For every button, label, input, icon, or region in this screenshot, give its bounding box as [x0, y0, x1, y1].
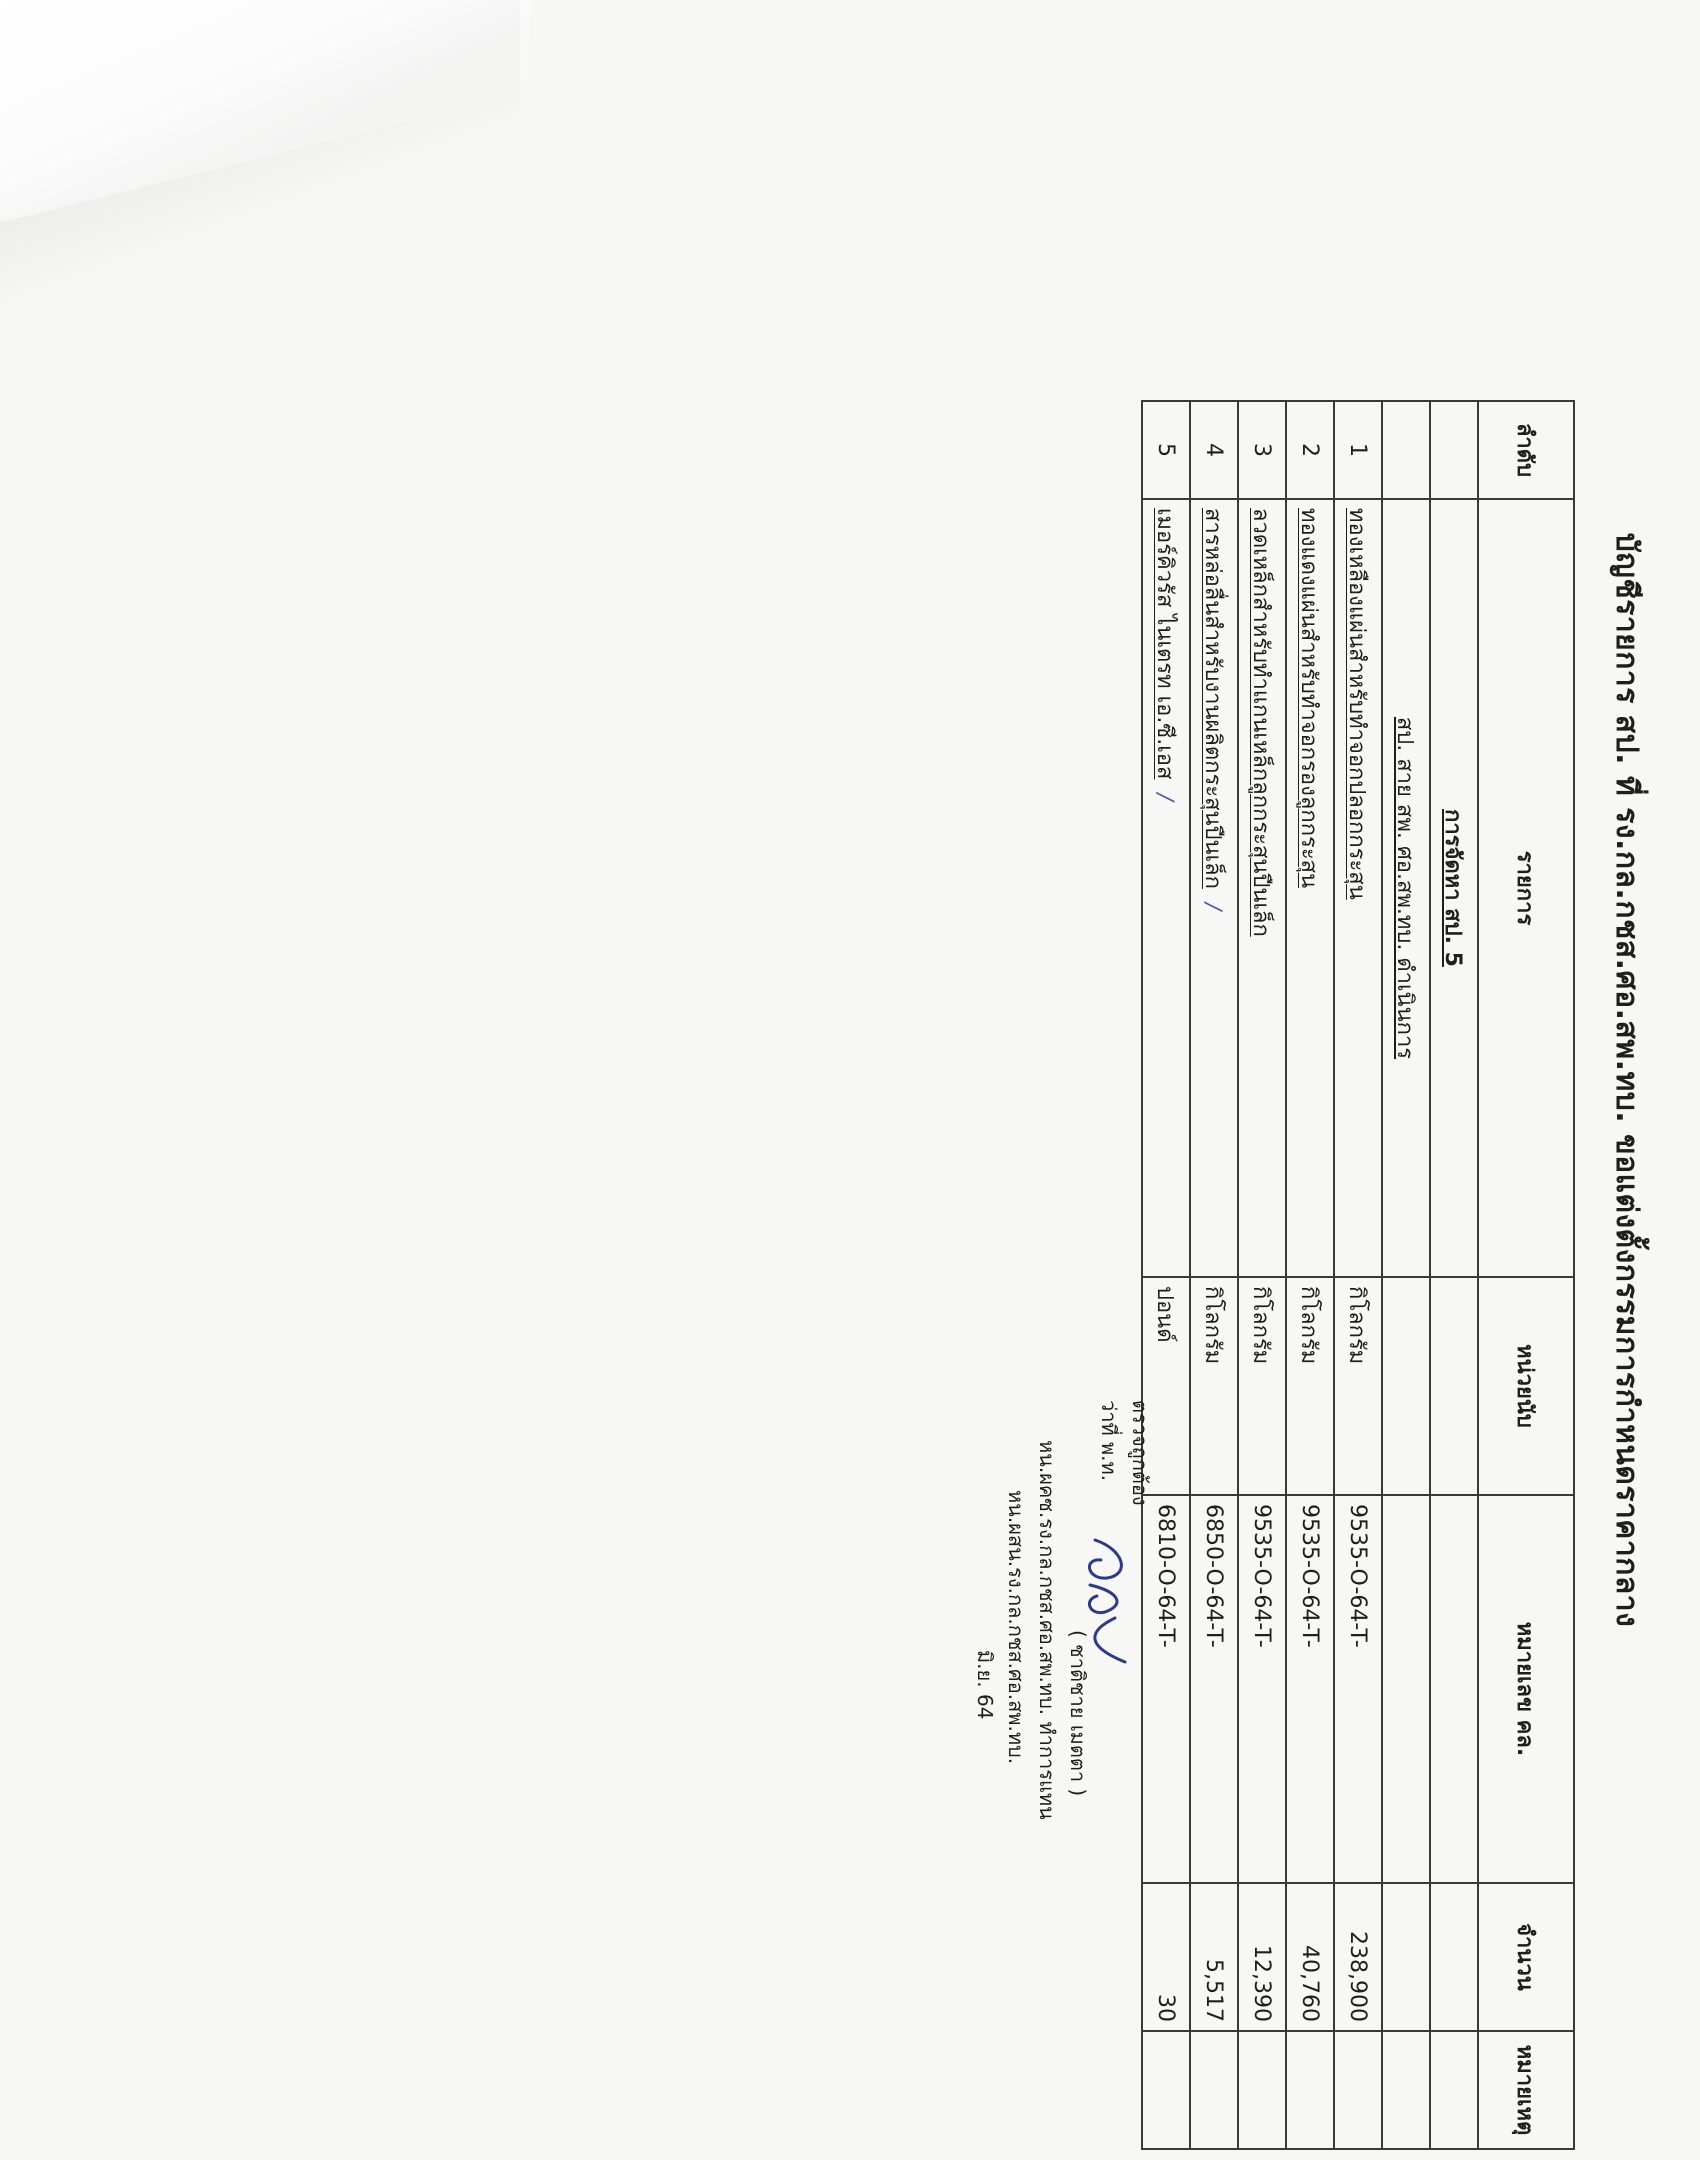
row-quantity: 40,760 — [1286, 1883, 1334, 2031]
row-remark — [1142, 2031, 1190, 2149]
signer-position-2: หน.ผสน.รง.กล.กชส.ศอ.สพ.ทบ. — [1004, 1490, 1028, 1765]
row-item: เมอร์คิวรัส ไนเตรท เอ.ซี.เอส — [1152, 508, 1178, 780]
row-number: 2 — [1286, 401, 1334, 499]
row-remark — [1190, 2031, 1238, 2149]
group-row — [1430, 401, 1478, 2149]
row-item: ทองเหลืองแผ่นสำหรับทำจอกปลอกกระสุน — [1344, 508, 1370, 900]
row-number: 1 — [1334, 401, 1382, 499]
row-quantity: 238,900 — [1334, 1883, 1382, 2031]
paper-shadow — [0, 0, 520, 320]
row-unit: กิโลกรัม — [1334, 1277, 1382, 1495]
row-remark — [1286, 2031, 1334, 2149]
signer-position-1: หน.ผคซ.รง.กล.กชส.ศอ.สพ.ทบ. ทำการแทน — [1035, 1440, 1059, 1820]
row-quantity: 12,390 — [1238, 1883, 1286, 2031]
row-nsn: 9535-O-64-T- — [1286, 1495, 1334, 1883]
row-remark — [1334, 2031, 1382, 2149]
row-item: ทองแดงแผ่นสำหรับทำจอกรองลูกกระสุน — [1296, 508, 1322, 889]
pen-tick-mark: / — [1200, 902, 1226, 911]
certify-label: ตรวจถูกต้อง — [1128, 1400, 1152, 1506]
signature-date: มิ.ย. 64 — [973, 1650, 997, 1720]
row-nsn: 9535-O-64-T- — [1334, 1495, 1382, 1883]
group-subtitle: สป. สาย สพ. ศอ.สพ.ทบ. ดำเนินการ — [1382, 499, 1430, 1277]
row-remark — [1238, 2031, 1286, 2149]
table-row — [1286, 401, 1334, 2149]
document-title: บัญชีรายการ สป. ที่ รง.กล.กชส.ศอ.สพ.ทบ. ขอแต่งตั้งกรรมการกำหนดราคากลาง — [1609, 532, 1644, 1628]
row-unit: ปอนด์ — [1142, 1277, 1190, 1495]
paper-fold — [0, 0, 530, 230]
header-remark: หมายเหตุ — [1478, 2031, 1574, 2149]
table-row — [1190, 401, 1238, 2149]
table-header-row — [1478, 401, 1574, 2149]
row-unit: กิโลกรัม — [1238, 1277, 1286, 1495]
table-row — [1238, 401, 1286, 2149]
row-unit: กิโลกรัม — [1286, 1277, 1334, 1495]
header-item: รายการ — [1478, 499, 1574, 1277]
row-item: สารหล่อลื่นสำหรับงานผลิตกระสุนปืนเล็ก — [1200, 508, 1226, 889]
certify-rank: ว่าที่ พ.ท. — [1097, 1400, 1121, 1482]
row-nsn: 9535-O-64-T- — [1238, 1495, 1286, 1883]
row-number: 3 — [1238, 401, 1286, 499]
row-item: ลวดเหล็กสำหรับทำแกนเหล็กลูกกระสุนปืนเล็ก — [1248, 508, 1274, 937]
row-quantity: 5,517 — [1190, 1883, 1238, 2031]
handwritten-signature — [1065, 1530, 1145, 1670]
header-unit: หน่วยนับ — [1478, 1277, 1574, 1495]
signer-name: ( ชาติชาย เมตตา ) — [1066, 1630, 1090, 1797]
items-table — [1141, 400, 1575, 2150]
header-quantity: จำนวน — [1478, 1883, 1574, 2031]
rotated-document-sheet — [600, 130, 1700, 2136]
header-number: ลำดับ — [1478, 401, 1574, 499]
row-number: 5 — [1142, 401, 1190, 499]
row-nsn: 6810-O-64-T- — [1142, 1495, 1190, 1883]
table-row — [1142, 401, 1190, 2149]
row-nsn: 6850-O-64-T- — [1190, 1495, 1238, 1883]
table-row — [1334, 401, 1382, 2149]
row-unit: กิโลกรัม — [1190, 1277, 1238, 1495]
row-quantity: 30 — [1142, 1883, 1190, 2031]
group-title: การจัดหา สป. 5 — [1430, 499, 1478, 1277]
header-nsn: หมายเลข คล. — [1478, 1495, 1574, 1883]
pen-tick-mark: / — [1152, 793, 1178, 801]
row-number: 4 — [1190, 401, 1238, 499]
group-sub-row — [1382, 401, 1430, 2149]
